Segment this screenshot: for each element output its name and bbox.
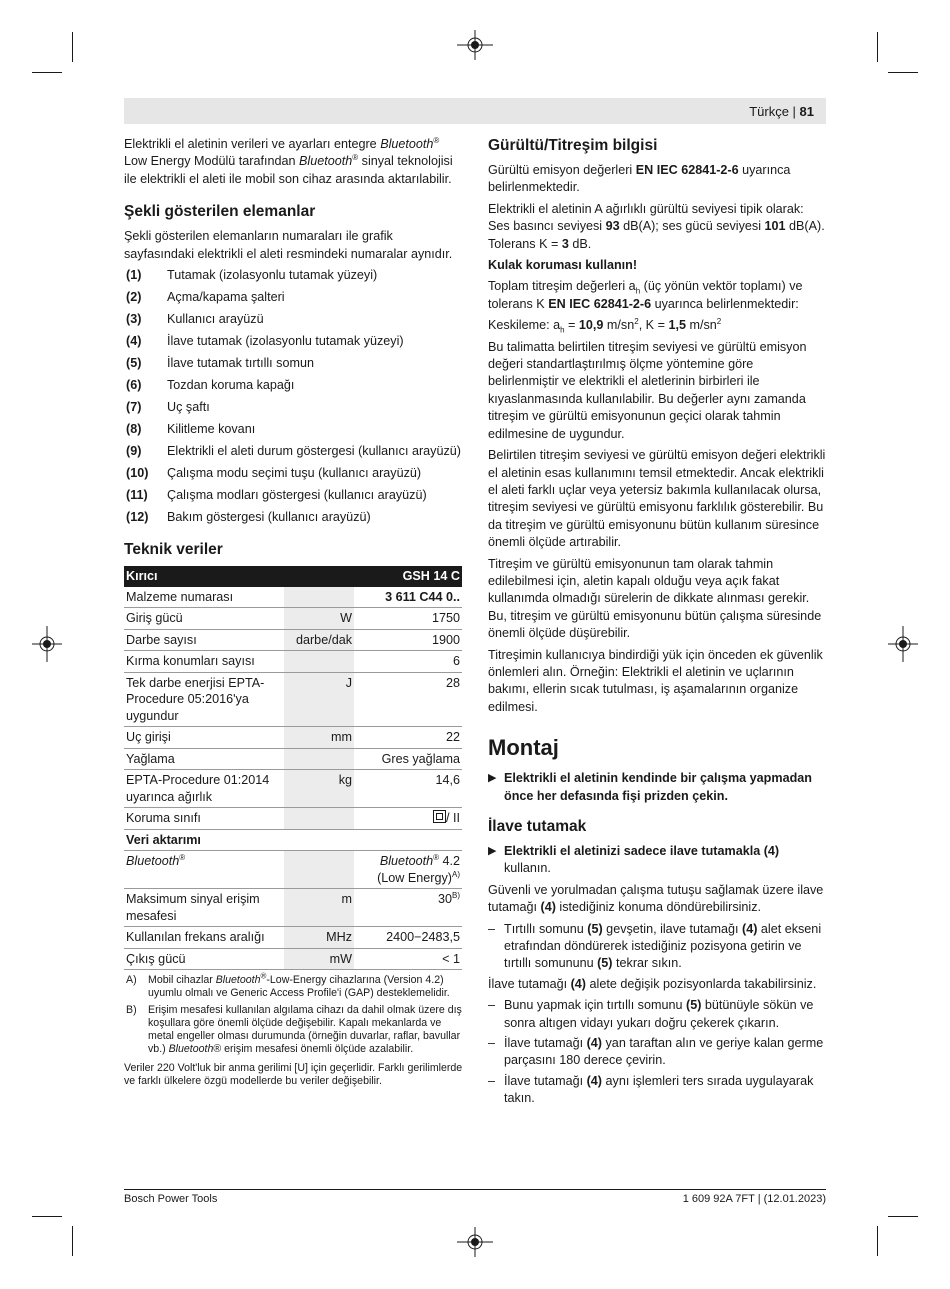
registration-mark-icon <box>888 624 918 664</box>
page-header: Türkçe | 81 <box>749 104 814 119</box>
crop-mark <box>877 1226 878 1256</box>
list-item: (6) Tozdan koruma kapağı <box>126 378 295 393</box>
ear-protection-warning: Kulak koruması kullanın! <box>488 258 638 273</box>
list-item: (2) Açma/kapama şalteri <box>126 290 285 305</box>
list-item: (4) İlave tutamak (izolasyonlu tutamak yüzeyi) <box>126 334 404 349</box>
chiselling-values: Keskileme: $a_h = 10,9$ $m/sn^2$, K = 1,5 $m/sn^2$ <box>488 317 722 335</box>
noise-heading: Gürültü/Titreşim bilgisi <box>488 137 658 154</box>
intro-paragraph: Elektrikli el aletinin verileri ve ayarları entegre Bluetooth® Low Energy Modülü tarafından Bluetooth® sinyal teknolojisi ile elektrikli el aleti ile mobil son cihaz arasında aktarılabilir. <box>124 135 453 186</box>
paragraph: İlave tutamağı (4) alete değişik pozisyonlarda takabilirsiniz. <box>488 976 817 991</box>
table-section-row: Veri aktarımı <box>124 829 462 851</box>
table-row: Malzeme numarası 3 611 C44 0.. <box>124 587 462 608</box>
crop-mark <box>877 32 878 62</box>
table-row: EPTA-Procedure 01:2014 uyarınca ağırlık kg 14,6 <box>124 770 462 808</box>
table-row: Maksimum sinyal erişim mesafesi m $30^{B)}$ <box>124 889 462 927</box>
noise-level-paragraph: Elektrikli el aletinin A ağırlıklı gürültü seviyesi tipik olarak: Ses basıncı seviyesi 93 dB(A); ses gücü seviyesi 101 dB(A). Tolerans K = 3 dB. <box>488 201 825 251</box>
dash-item: – İlave tutamağı (4) yan taraftan alın ve geriye kalan germe parçasını 180 derece çevirin. <box>488 1036 824 1068</box>
list-item: (11) Çalışma modları göstergesi (kullanıcı arayüzü) <box>126 488 427 503</box>
page-header-bar <box>124 98 826 124</box>
table-row: Uç girişi mm 22 <box>124 727 462 749</box>
voltage-note: Veriler 220 Volt'luk bir anma gerilimi [U] için geçerlidir. Farklı gerilimlerde ve farklı ülkelere özgü modellerde bu veriler değişebilir. <box>124 1062 463 1088</box>
registration-mark-icon <box>455 1227 495 1257</box>
list-item: (3) Kullanıcı arayüzü <box>126 312 264 327</box>
table-row: Yağlama Gres yağlama <box>124 748 462 770</box>
paragraph: Titreşim ve gürültü emisyonunun tam olarak tahmin edilebilmesi için, aletin kapalı olduğu veya açık fakat kullanımda olmadığı sürelerin de dikkate alınması gerekir. Bu, titreşim ve gürültü emisyonunu bütün çalışma süresinde önemli ölçüde düşürebilir. <box>488 556 822 641</box>
paragraph: Belirtilen titreşim seviyesi ve gürültü emisyon değeri elektrikli el aletinin esas kullanımını temsil etmektedir. Ancak elektrikli el aleti farklı uçlar veya yetersiz bakımla kullanılacak olursa, titreşim seviyesi ve gürültü emisyonu farklılık gösterebilir. Bu da titreşim ve gürültü emisyonunu bütün kullanım süresince önemli ölçüde artırabilir. <box>488 448 826 550</box>
footnote-a: A) Mobil cihazlar Bluetooth®-Low-Energy cihazlarına (Version 4.2) uyumlu olmalı ve Generic Access Profile'i (GAP) desteklemelidir. <box>126 971 450 1000</box>
paragraph: Bu talimatta belirtilen titreşim seviyesi ve gürültü emisyon değeri standartlaştırılmış ölçme yöntemine göre belirlenmiştir ve elektrikli el aletlerinin birbirleri ile kıyaslanmasında kullanılabilir. Bu değerler aynı zamanda titreşim ve gürültü emisyonunun geçici olarak tahmin edilmesine de uygundur. <box>488 339 807 441</box>
tech-heading: Teknik veriler <box>124 541 223 559</box>
footnote-b: B) Erişim mesafesi kullanılan algılama cihazı da dahil olmak üzere dış koşullara göre önemli ölçüde değişebilir. Kapalı mekanlarda ve metal engeller olması durumunda (örneğin duvarlar, raflar, bavullar vb.) Bluetooth® erişim mesafesi önemli ölçüde azalabilir. <box>126 1004 462 1056</box>
paragraph: Güvenli ve yorulmadan çalışma tutuşu sağlamak üzere ilave tutamağı (4) istediğiniz konuma döndürebilirsiniz. <box>488 882 824 915</box>
aux-handle-warning: ▶ Elektrikli el aletinizi sadece ilave tutamakla (4) kullanın. <box>488 844 780 876</box>
table-row: Koruma sınıfı / II <box>124 808 462 830</box>
elements-heading: Şekli gösterilen elemanlar <box>124 203 316 221</box>
crop-mark <box>32 1216 62 1217</box>
list-item: (1) Tutamak (izolasyonlu tutamak yüzeyi) <box>126 268 378 283</box>
dash-item: – Tırtıllı somunu (5) gevşetin, ilave tutamağı (4) alet ekseni etrafından döndürerek istediğiniz pozisyona getirin ve tırtıllı somununu (5) tekrar sıkın. <box>488 921 822 971</box>
table-header-row: Kırıcı GSH 14 C <box>124 566 462 587</box>
table-row: Darbe sayısı darbe/dak 1900 <box>124 629 462 651</box>
crop-mark <box>888 1216 918 1217</box>
left-column <box>124 136 464 1088</box>
elements-intro: Şekli gösterilen elemanların numaraları ile grafik sayfasındaki elektrikli el aleti resmindeki numaralar aynıdır. <box>124 229 453 261</box>
triangle-bullet-icon: ▶ <box>488 772 497 785</box>
header-language: Türkçe <box>749 104 789 119</box>
registration-mark-icon <box>455 30 495 60</box>
protection-class-ii-icon <box>433 810 446 823</box>
list-item: (8) Kilitleme kovanı <box>126 422 256 437</box>
table-row: Tek darbe enerjisi EPTA-Procedure 05:2016'ya uygundur J 28 <box>124 672 462 727</box>
tech-table <box>124 566 462 970</box>
vibration-paragraph: Toplam titreşim değerleri $a_h$ (üç yönün vektör toplamı) ve tolerans K EN IEC 62841-2-6 uyarınca belirlenmektedir: <box>488 279 803 311</box>
aux-handle-heading: İlave tutamak <box>488 818 587 835</box>
list-item: (10) Çalışma modu seçimi tuşu (kullanıcı arayüzü) <box>126 466 422 481</box>
dash-item: – İlave tutamağı (4) aynı işlemleri ters sırada uygulayarak takın. <box>488 1073 814 1106</box>
list-item: (5) İlave tutamak tırtıllı somun <box>126 356 314 371</box>
list-item: (9) Elektrikli el aleti durum göstergesi (kullanıcı arayüzü) <box>126 444 461 459</box>
right-column <box>488 136 826 1111</box>
footer-doc-number: 1 609 92A 7FT | (12.01.2023) <box>682 1193 826 1205</box>
crop-mark <box>32 72 62 73</box>
elements-list <box>124 267 464 526</box>
page-number: 81 <box>799 104 814 119</box>
list-item: (12) Bakım göstergesi (kullanıcı arayüzü) <box>126 510 371 525</box>
noise-paragraph: Gürültü emisyon değerleri EN IEC 62841-2-6 uyarınca belirlenmektedir. <box>488 163 791 195</box>
footer-brand: Bosch Power Tools <box>124 1193 218 1205</box>
dash-item: – Bunu yapmak için tırtıllı somunu (5) bütünüyle sökün ve sonra altıgen vidayı yukarı doğru çekerek çıkarın. <box>488 998 814 1030</box>
list-item: (7) Uç şaftı <box>126 400 210 415</box>
triangle-bullet-icon: ▶ <box>488 845 497 857</box>
table-row: Çıkış gücü mW < 1 <box>124 948 462 970</box>
registration-mark-icon <box>32 624 62 664</box>
assembly-warning: ▶ Elektrikli el aletinin kendinde bir çalışma yapmadan önce her defasında fişi prizden çekin. <box>488 771 812 803</box>
crop-mark <box>888 72 918 73</box>
table-row: Kullanılan frekans aralığı MHz 2400−2483,5 <box>124 927 462 949</box>
table-row: Giriş gücü W 1750 <box>124 608 462 630</box>
crop-mark <box>72 32 73 62</box>
assembly-heading: Montaj <box>488 735 559 761</box>
table-row: Bluetooth® Bluetooth® 4.2 (Low Energy)$^{A)}$ <box>124 851 462 889</box>
paragraph: Titreşimin kullanıcıya bindirdiği yük için önceden ek güvenlik önlemleri alın. Örneğin: Elektrikli el aletinin ve uçlarının bakımı, ellerin sıcak tutulması, iş aşamalarının organize edilmesi. <box>488 647 823 714</box>
table-row: Kırma konumları sayısı 6 <box>124 651 462 673</box>
footer-divider <box>124 1189 826 1190</box>
crop-mark <box>72 1226 73 1256</box>
